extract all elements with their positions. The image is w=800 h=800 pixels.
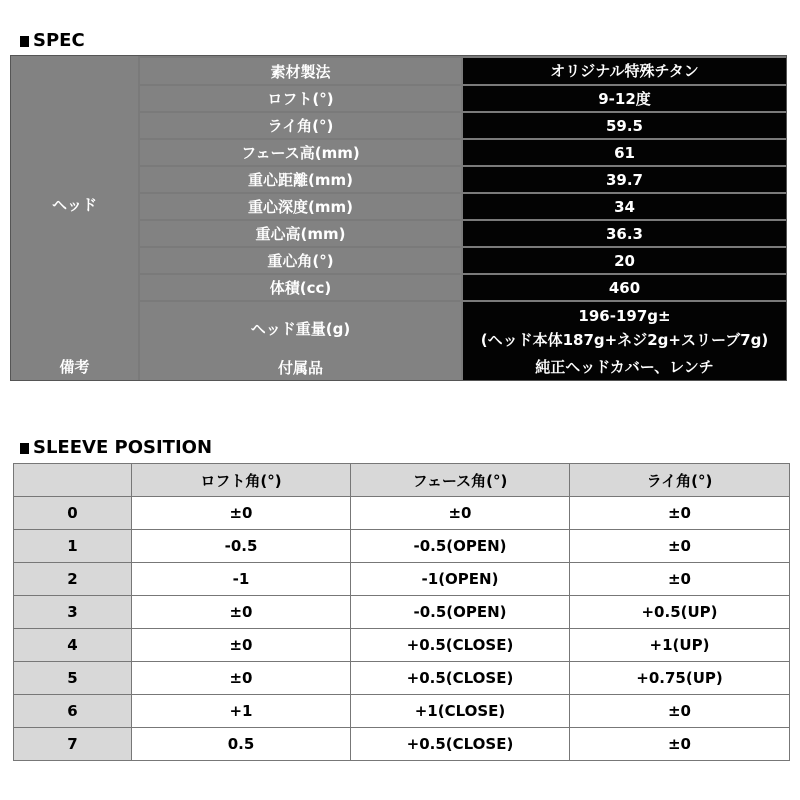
spec-row-label: 重心距離(mm)	[140, 167, 461, 192]
sleeve-position-number: 2	[14, 563, 132, 596]
sleeve-position-number: 7	[14, 728, 132, 761]
spec-value-text: 34	[614, 197, 635, 216]
sleeve-cell: ±0	[570, 563, 790, 596]
sleeve-row	[14, 563, 790, 596]
spec-row-value	[463, 194, 786, 219]
spec-row-value	[463, 221, 786, 246]
sleeve-row	[14, 629, 790, 662]
sleeve-cell: ±0	[132, 629, 351, 662]
spec-row-label: 重心深度(mm)	[140, 194, 461, 219]
column-header	[14, 464, 132, 497]
sleeve-row	[14, 596, 790, 629]
spec-value-text: 20	[614, 251, 635, 270]
sleeve-cell: ±0	[570, 728, 790, 761]
sleeve-heading-text: SLEEVE POSITION	[33, 437, 213, 458]
sleeve-row	[14, 695, 790, 728]
spec-row-value	[463, 248, 786, 273]
spec-row-value	[463, 140, 786, 165]
sleeve-heading	[20, 437, 212, 459]
sleeve-position-number: 0	[14, 497, 132, 530]
spec-group-head: ヘッド	[11, 56, 138, 352]
sleeve-cell: ±0	[132, 497, 351, 530]
spec-value-detail: (ヘッド本体187g+ネジ2g+スリーブ7g)	[480, 331, 769, 349]
sleeve-cell: -0.5(OPEN)	[351, 596, 570, 629]
column-header: フェース角(°)	[351, 464, 570, 497]
sleeve-row	[14, 728, 790, 761]
sleeve-cell: +0.5(CLOSE)	[351, 629, 570, 662]
spec-row-value: 純正ヘッドカバー、レンチ	[463, 354, 786, 380]
spec-row-label: ロフト(°)	[140, 86, 461, 111]
sleeve-row	[14, 662, 790, 695]
sleeve-cell: +0.75(UP)	[570, 662, 790, 695]
sleeve-position-number: 4	[14, 629, 132, 662]
sleeve-cell: +0.5(UP)	[570, 596, 790, 629]
spec-row-label: 重心高(mm)	[140, 221, 461, 246]
spec-value-text: 460	[608, 278, 641, 297]
spec-row-label: 体積(cc)	[140, 275, 461, 300]
square-bullet-icon	[20, 36, 29, 47]
spec-value-text: 196-197g±	[578, 307, 671, 325]
spec-row-value	[463, 275, 786, 300]
sleeve-cell: +0.5(CLOSE)	[351, 728, 570, 761]
spec-group-note: 備考	[11, 352, 138, 380]
spec-row-value	[463, 167, 786, 192]
spec-value-text: 61	[614, 143, 635, 162]
sleeve-cell: ±0	[570, 497, 790, 530]
spec-value-text: 39.7	[605, 170, 643, 189]
spec-table	[10, 55, 787, 381]
sleeve-cell: +1	[132, 695, 351, 728]
sleeve-position-number: 6	[14, 695, 132, 728]
sleeve-cell: -1(OPEN)	[351, 563, 570, 596]
spec-row-label: ライ角(°)	[140, 113, 461, 138]
sleeve-table	[13, 463, 790, 761]
spec-value-text: 59.5	[605, 116, 643, 135]
sleeve-cell: ±0	[570, 530, 790, 563]
sleeve-cell: -1	[132, 563, 351, 596]
spec-row-label: 重心角(°)	[140, 248, 461, 273]
square-bullet-icon	[20, 443, 29, 454]
spec-row-value	[463, 86, 786, 111]
spec-heading	[20, 30, 85, 52]
column-header: ライ角(°)	[570, 464, 790, 497]
sleeve-cell: -0.5	[132, 530, 351, 563]
sleeve-cell: ±0	[351, 497, 570, 530]
sleeve-cell: +1(CLOSE)	[351, 695, 570, 728]
sleeve-cell: +0.5(CLOSE)	[351, 662, 570, 695]
sleeve-position-number: 3	[14, 596, 132, 629]
spec-value-text: オリジナル特殊チタン	[550, 62, 699, 80]
spec-value-text: 36.3	[605, 224, 643, 243]
sleeve-cell: 0.5	[132, 728, 351, 761]
spec-value-text: 9-12度	[598, 89, 651, 108]
sleeve-cell: ±0	[570, 695, 790, 728]
spec-row-value	[463, 58, 786, 84]
sleeve-cell: +1(UP)	[570, 629, 790, 662]
sleeve-position-number: 5	[14, 662, 132, 695]
sleeve-row	[14, 497, 790, 530]
spec-row-value	[463, 302, 786, 354]
sleeve-position-number: 1	[14, 530, 132, 563]
sleeve-cell: ±0	[132, 662, 351, 695]
sleeve-cell: -0.5(OPEN)	[351, 530, 570, 563]
spec-row-label: 素材製法	[140, 58, 461, 84]
sleeve-cell: ±0	[132, 596, 351, 629]
spec-row-label: 付属品	[140, 354, 461, 380]
column-header: ロフト角(°)	[132, 464, 351, 497]
spec-row-label: フェース高(mm)	[140, 140, 461, 165]
spec-heading-text: SPEC	[33, 30, 85, 51]
spec-row-label: ヘッド重量(g)	[140, 302, 461, 354]
sleeve-row	[14, 530, 790, 563]
spec-row-value	[463, 113, 786, 138]
sleeve-header-row	[14, 464, 790, 497]
